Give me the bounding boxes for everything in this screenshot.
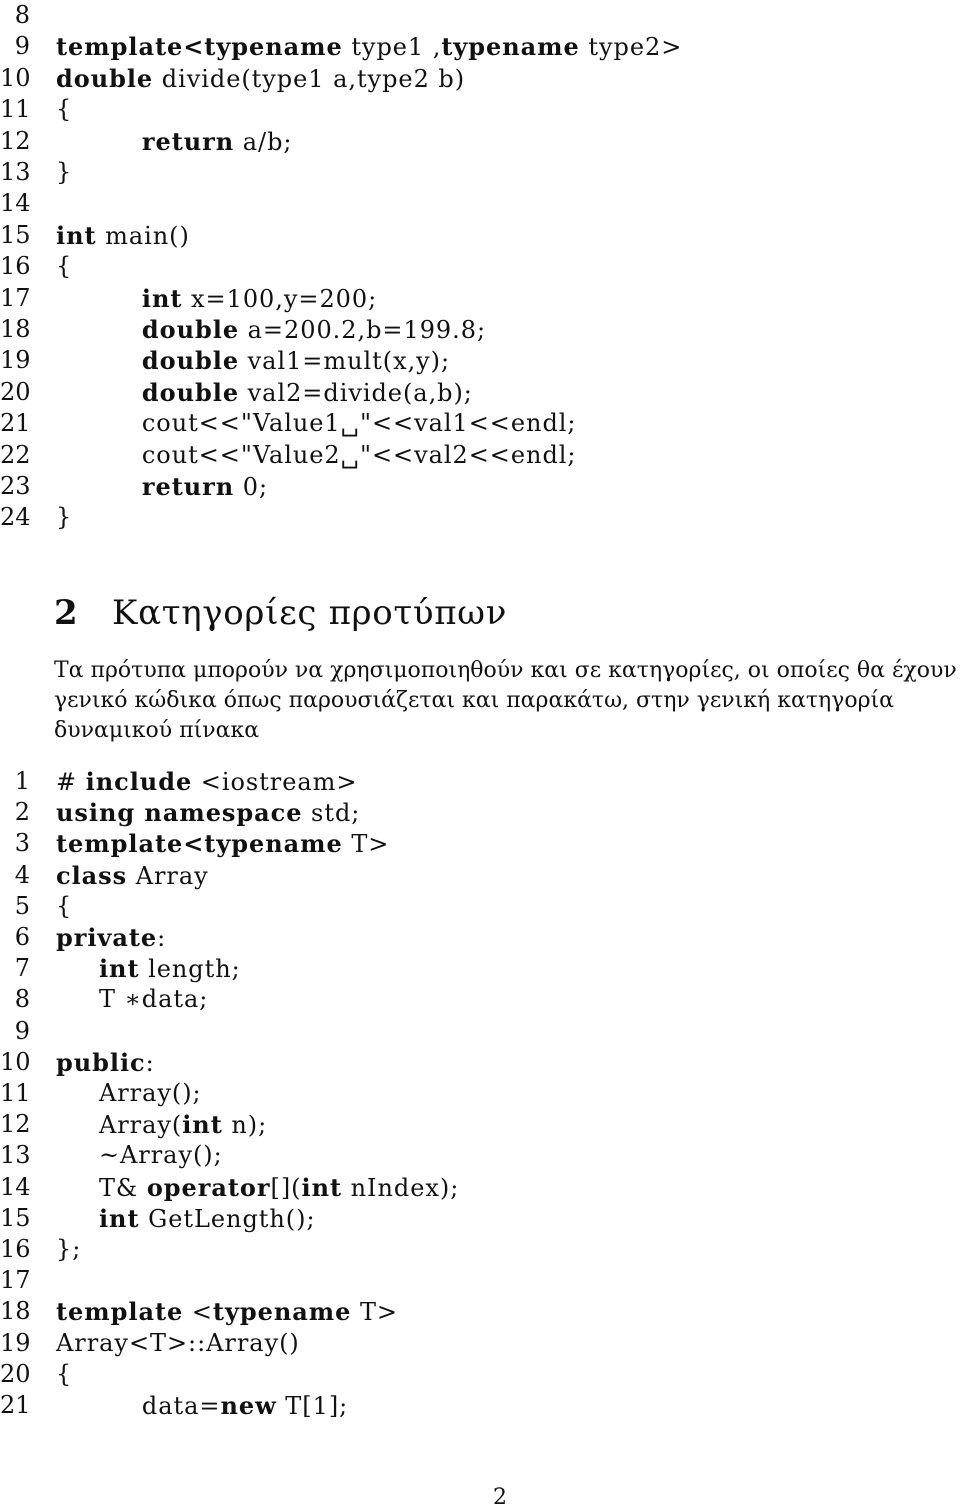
code-text — [56, 828, 389, 860]
code-text — [56, 1047, 155, 1079]
code-line — [0, 1016, 940, 1047]
code-line — [0, 1172, 940, 1203]
line-number: 23 — [0, 472, 31, 500]
code-line — [0, 220, 940, 251]
code-line — [0, 377, 940, 408]
code-token: type1 , — [342, 33, 442, 62]
line-number: 5 — [14, 891, 30, 920]
code-line — [0, 860, 940, 891]
code-line — [0, 922, 940, 953]
line-number: 16 — [0, 1235, 31, 1263]
line-number: 18 — [0, 315, 31, 343]
line-number: 19 — [0, 346, 31, 375]
code-keyword: public — [56, 1047, 146, 1077]
line-number: 10 — [0, 1047, 31, 1076]
line-number: 19 — [0, 1328, 31, 1357]
line-number: 9 — [14, 32, 30, 61]
code-token — [56, 347, 142, 375]
code-line — [0, 1047, 940, 1078]
line-number: 14 — [0, 1172, 31, 1201]
code-token — [56, 473, 142, 501]
code-keyword: class — [56, 860, 128, 890]
code-line — [0, 31, 940, 62]
line-number: 3 — [14, 829, 30, 858]
line-number: 17 — [0, 1266, 31, 1295]
code-token: { — [56, 891, 73, 920]
code-keyword: operator — [146, 1172, 271, 1202]
code-token: <iostream> — [192, 768, 358, 796]
code-token: nIndex); — [342, 1173, 460, 1202]
line-number: 21 — [0, 1391, 31, 1419]
code-token: T> — [342, 830, 390, 859]
code-token: val2=divide(a,b); — [239, 378, 473, 407]
code-line — [0, 1203, 940, 1234]
line-number: 9 — [14, 1016, 30, 1045]
line-number: 24 — [0, 503, 31, 532]
code-line — [0, 1390, 940, 1421]
code-token: { — [56, 95, 73, 124]
code-keyword: return — [141, 126, 235, 156]
code-line — [0, 314, 940, 345]
code-token: x=100,y=200; — [182, 284, 378, 313]
code-line — [0, 345, 940, 376]
code-line — [0, 953, 940, 984]
code-token — [56, 316, 142, 344]
code-text — [56, 1203, 316, 1235]
code-text — [56, 1390, 348, 1422]
code-token — [56, 1205, 99, 1233]
line-number: 4 — [14, 860, 30, 889]
line-number: 17 — [0, 283, 31, 312]
code-text — [56, 1296, 398, 1328]
code-keyword: include — [85, 767, 193, 796]
code-token: } — [56, 158, 73, 186]
code-line — [0, 1234, 940, 1265]
code-keyword: new — [220, 1391, 277, 1420]
line-number: 2 — [14, 798, 30, 827]
code-keyword: int — [182, 1110, 223, 1140]
code-text — [56, 345, 450, 377]
code-line — [0, 188, 940, 219]
code-text — [56, 220, 190, 252]
code-token: T& — [56, 1173, 147, 1202]
code-keyword: int — [98, 1203, 140, 1233]
code-token: T> — [351, 1298, 398, 1327]
line-number: 1 — [14, 767, 30, 795]
code-line — [0, 471, 940, 502]
code-token: []( — [270, 1173, 302, 1202]
code-token — [56, 128, 142, 156]
code-line — [0, 1359, 940, 1390]
code-token: < — [183, 1298, 213, 1327]
code-line — [0, 283, 940, 314]
code-text — [56, 1172, 459, 1204]
code-token: { — [56, 252, 73, 281]
code-token: GetLength(); — [139, 1204, 316, 1233]
code-line — [0, 251, 940, 282]
code-keyword: template<typename — [56, 32, 343, 62]
line-number: 22 — [0, 440, 31, 469]
section-paragraph: Τα πρότυπα μπορούν να χρησιμοποιηθούν και σε κατηγορίες, οι οποίες θα έχουν γενικό κώδικα όπως παρουσιάζεται και παρακάτω, στην γενική κατηγορία δυναμικού πίνακα — [54, 658, 957, 743]
code-line — [0, 1296, 940, 1327]
code-line — [0, 797, 940, 828]
code-keyword: return — [141, 472, 235, 501]
code-text — [56, 797, 360, 829]
code-token: Array( — [56, 1111, 183, 1140]
code-token — [56, 955, 99, 983]
code-token: a/b; — [234, 127, 293, 156]
line-number: 8 — [14, 1, 30, 29]
code-line — [0, 1109, 940, 1140]
code-keyword: int — [141, 283, 183, 313]
code-keyword: typename — [441, 32, 580, 62]
line-number: 12 — [0, 1110, 31, 1139]
code-line — [0, 1140, 940, 1171]
line-number: 21 — [0, 409, 31, 438]
code-text — [56, 891, 72, 922]
code-text — [56, 63, 465, 95]
code-line — [0, 502, 940, 533]
code-token: cout<<"Value1␣"<<val1<<endl; — [56, 409, 577, 438]
code-text — [56, 157, 72, 188]
code-line — [0, 94, 940, 125]
code-token: # — [56, 768, 86, 796]
line-number: 11 — [0, 1079, 31, 1107]
code-keyword: double — [141, 377, 240, 407]
section-title: Κατηγορίες προτύπων — [112, 593, 508, 633]
code-line — [0, 157, 940, 188]
code-text — [56, 984, 208, 1015]
line-number: 8 — [14, 985, 30, 1014]
code-token: } — [56, 503, 73, 532]
code-token: ~Array(); — [56, 1141, 223, 1170]
line-number: 14 — [0, 189, 31, 218]
code-text — [56, 922, 166, 954]
code-text — [56, 953, 241, 985]
code-text — [56, 31, 682, 63]
code-text — [56, 1078, 202, 1109]
code-text — [56, 1359, 72, 1390]
code-token: a=200.2,b=199.8; — [239, 316, 487, 344]
code-text — [56, 408, 576, 439]
code-token: std; — [302, 799, 361, 828]
code-token: n); — [222, 1111, 268, 1140]
code-line — [0, 408, 940, 439]
code-line — [0, 440, 940, 471]
section-number: 2 — [54, 593, 78, 633]
code-token: data= — [56, 1392, 221, 1420]
code-keyword: private — [56, 923, 158, 952]
code-token: val1=mult(x,y); — [239, 347, 451, 376]
code-text — [56, 94, 72, 125]
line-number: 20 — [0, 377, 31, 406]
line-number: 7 — [14, 954, 30, 983]
code-token: 0; — [234, 473, 269, 501]
code-text — [56, 1234, 81, 1265]
code-token: { — [56, 1359, 73, 1388]
code-line — [0, 0, 940, 31]
code-keyword: int — [56, 220, 97, 250]
code-text — [56, 314, 486, 346]
code-text — [56, 1328, 300, 1359]
code-line — [0, 984, 940, 1015]
code-token: Array — [127, 861, 209, 890]
code-text — [56, 502, 72, 533]
code-keyword: typename — [212, 1297, 352, 1327]
code-token: Array(); — [56, 1079, 202, 1107]
code-keyword: template — [56, 1297, 184, 1327]
code-token: T ∗data; — [56, 985, 209, 1014]
code-line — [0, 1328, 940, 1359]
line-number: 10 — [0, 63, 31, 92]
line-number: 16 — [0, 252, 31, 281]
code-text — [56, 251, 72, 282]
code-text — [56, 1109, 267, 1141]
code-text — [56, 860, 209, 892]
code-line — [0, 63, 940, 94]
line-number: 13 — [0, 1141, 31, 1170]
code-token — [56, 285, 142, 313]
line-number: 20 — [0, 1359, 31, 1388]
code-keyword: int — [301, 1172, 343, 1202]
code-token: T[1]; — [276, 1392, 349, 1420]
code-line — [0, 891, 940, 922]
code-line — [0, 126, 940, 157]
code-text — [56, 440, 576, 471]
code-line — [0, 766, 940, 797]
code-line — [0, 828, 940, 859]
code-keyword: using namespace — [56, 798, 303, 828]
code-text — [56, 1140, 223, 1171]
code-line — [0, 1078, 940, 1109]
code-token: length; — [139, 955, 241, 984]
code-text — [56, 126, 292, 158]
code-keyword: double — [56, 63, 154, 93]
code-text — [56, 283, 377, 315]
line-number: 18 — [0, 1297, 31, 1326]
code-token — [56, 379, 142, 407]
page-number: 2 — [493, 1485, 507, 1510]
line-number: 11 — [0, 95, 31, 124]
line-number: 15 — [0, 220, 31, 249]
code-text — [56, 377, 473, 409]
code-keyword: double — [141, 346, 240, 376]
code-token: : — [145, 1048, 155, 1077]
code-line — [0, 1265, 940, 1296]
code-token: cout<<"Value2␣"<<val2<<endl; — [56, 440, 577, 469]
code-text — [56, 766, 357, 798]
line-number: 6 — [14, 923, 30, 951]
code-keyword: int — [98, 954, 140, 984]
section-heading — [54, 590, 914, 636]
code-token: divide(type1 a,type2 b) — [153, 64, 466, 93]
code-token: main() — [96, 221, 190, 250]
code-keyword: template<typename — [56, 829, 343, 859]
line-number: 15 — [0, 1203, 31, 1232]
code-token: Array<T>::Array() — [56, 1328, 300, 1357]
code-token: : — [157, 924, 167, 952]
line-number: 12 — [0, 126, 31, 155]
code-token: type2> — [579, 33, 683, 62]
line-number: 13 — [0, 158, 31, 186]
code-text — [56, 471, 268, 503]
code-keyword: double — [141, 315, 240, 344]
code-token: }; — [56, 1235, 82, 1263]
